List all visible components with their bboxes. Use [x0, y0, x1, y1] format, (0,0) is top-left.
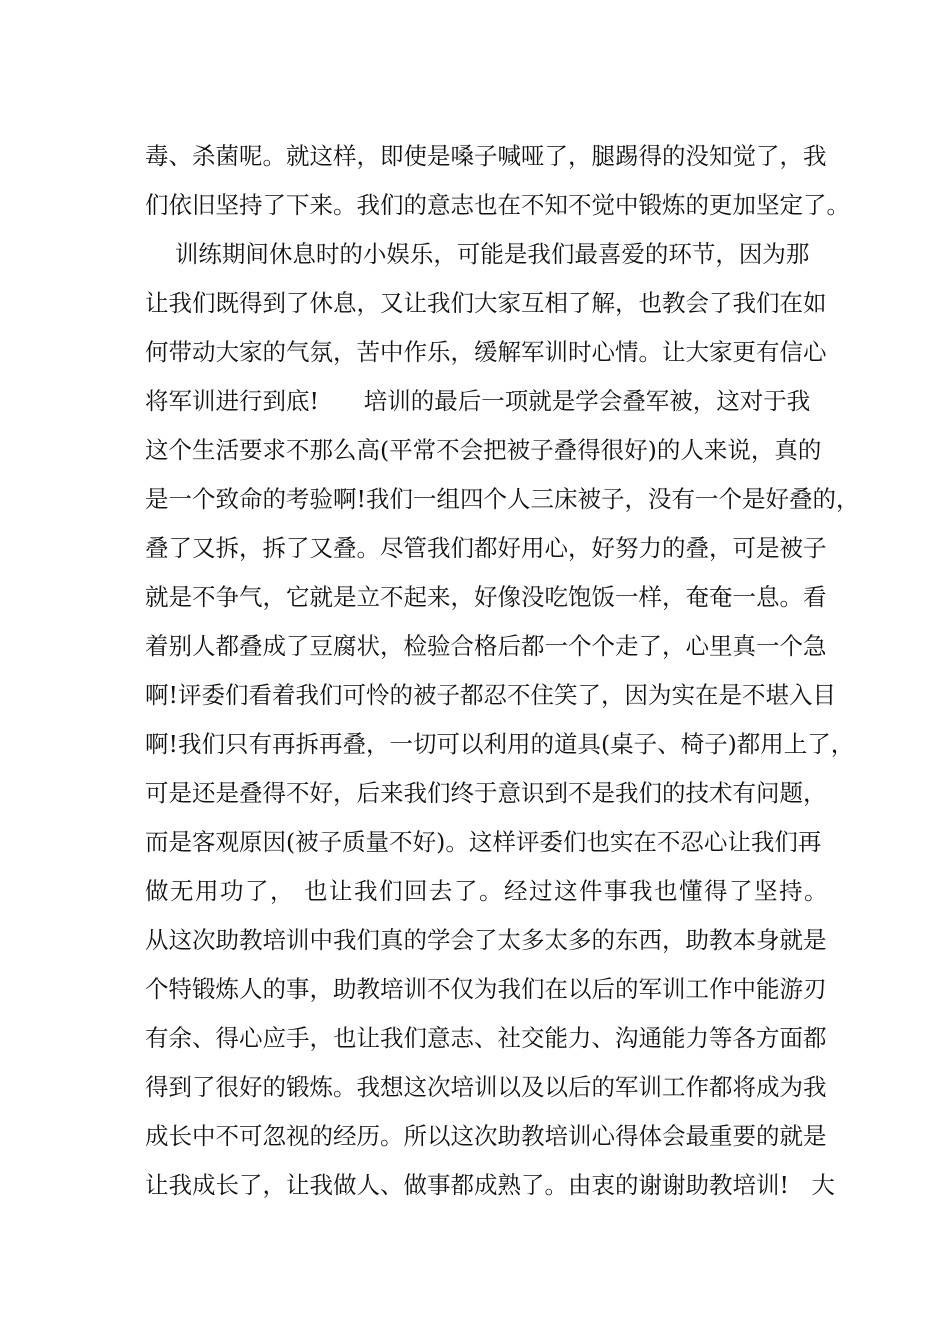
text-line: 何带动大家的气氛，苦中作乐，缓解军训时心情。让大家更有信心 — [145, 338, 827, 366]
text-line: 将军训进行到底! 培训的最后一项就是学会叠军被，这对于我 — [145, 387, 811, 415]
text-line: 是一个致命的考验啊!我们一组四个人三床被子，没有一个是好叠的， — [145, 485, 860, 513]
text-line: 做无用功了， 也让我们回去了。经过这件事我也懂得了坚持。 — [145, 877, 829, 905]
text-line: 得到了很好的锻炼。我想这次培训以及以后的军训工作都将成为我 — [145, 1073, 827, 1101]
body-text — [145, 132, 860, 1210]
text-line: 让我们既得到了休息，又让我们大家互相了解，也教会了我们在如 — [145, 289, 827, 317]
text-line: 让我成长了，让我做人、做事都成熟了。由衷的谢谢助教培训! 大 — [145, 1171, 835, 1199]
text-line: 有余、得心应手，也让我们意志、社交能力、沟通能力等各方面都 — [145, 1024, 827, 1052]
text-line: 可是还是叠得不好，后来我们终于意识到不是我们的技术有问题， — [145, 779, 827, 807]
text-line: 从这次助教培训中我们真的学会了太多太多的东西，助教本身就是 — [145, 926, 827, 954]
text-line: 就是不争气，它就是立不起来，好像没吃饱饭一样，奄奄一息。看 — [145, 583, 827, 611]
text-line: 们依旧坚持了下来。我们的意志也在不知不觉中锻炼的更加坚定了。 — [145, 191, 850, 219]
text-line: 啊!我们只有再拆再叠，一切可以利用的道具(桌子、椅子)都用上了， — [145, 730, 855, 758]
text-line: 毒、杀菌呢。就这样，即使是嗓子喊哑了，腿踢得的没知觉了，我 — [145, 142, 827, 170]
text-line: 训练期间休息时的小娱乐，可能是我们最喜爱的环节，因为那 — [145, 240, 810, 268]
text-line: 成长中不可忽视的经历。所以这次助教培训心得体会最重要的就是 — [145, 1122, 827, 1150]
text-line: 啊!评委们看着我们可怜的被子都忍不住笑了，因为实在是不堪入目 — [145, 681, 836, 709]
text-line: 着别人都叠成了豆腐状，检验合格后都一个个走了，心里真一个急 — [145, 632, 827, 660]
text-line: 这个生活要求不那么高(平常不会把被子叠得很好)的人来说，真的 — [145, 436, 822, 464]
text-line: 个特锻炼人的事，助教培训不仅为我们在以后的军训工作中能游刃 — [145, 975, 827, 1003]
text-line: 叠了又拆，拆了又叠。尽管我们都好用心，好努力的叠，可是被子 — [145, 534, 827, 562]
text-line: 而是客观原因(被子质量不好)。这样评委们也实在不忍心让我们再 — [145, 828, 822, 856]
